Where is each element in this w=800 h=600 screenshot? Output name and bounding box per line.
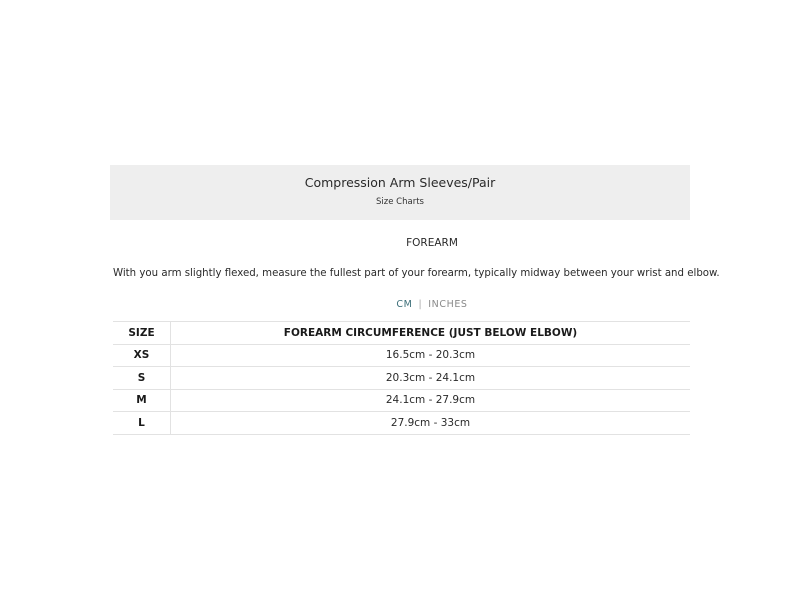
column-header-size: SIZE — [113, 322, 171, 345]
measurement-cell: 20.3cm - 24.1cm — [171, 367, 691, 390]
measurement-instructions: With you arm slightly flexed, measure the fullest part of your forearm, typically midway between your wrist and elbow. — [113, 268, 720, 279]
size-charts-subtitle: Size Charts — [376, 197, 424, 207]
unit-inches-button[interactable]: INCHES — [428, 299, 468, 310]
size-cell: L — [113, 412, 171, 435]
measurement-cell: 24.1cm - 27.9cm — [171, 389, 691, 412]
size-cell: XS — [113, 344, 171, 367]
size-table — [113, 321, 690, 435]
size-cell: M — [113, 389, 171, 412]
size-cell: S — [113, 367, 171, 390]
section-title: FOREARM — [406, 237, 458, 249]
table-row — [113, 412, 690, 435]
size-chart-header — [110, 165, 690, 220]
table-row — [113, 344, 690, 367]
unit-cm-button[interactable]: CM — [396, 299, 413, 310]
table-row — [113, 367, 690, 390]
table-header-row — [113, 322, 690, 345]
unit-toggle — [110, 299, 754, 310]
measurement-cell: 16.5cm - 20.3cm — [171, 344, 691, 367]
column-header-forearm: FOREARM CIRCUMFERENCE (JUST BELOW ELBOW) — [171, 322, 691, 345]
unit-separator: | — [418, 299, 423, 310]
product-title: Compression Arm Sleeves/Pair — [304, 175, 496, 190]
table-row — [113, 389, 690, 412]
measurement-cell: 27.9cm - 33cm — [171, 412, 691, 435]
